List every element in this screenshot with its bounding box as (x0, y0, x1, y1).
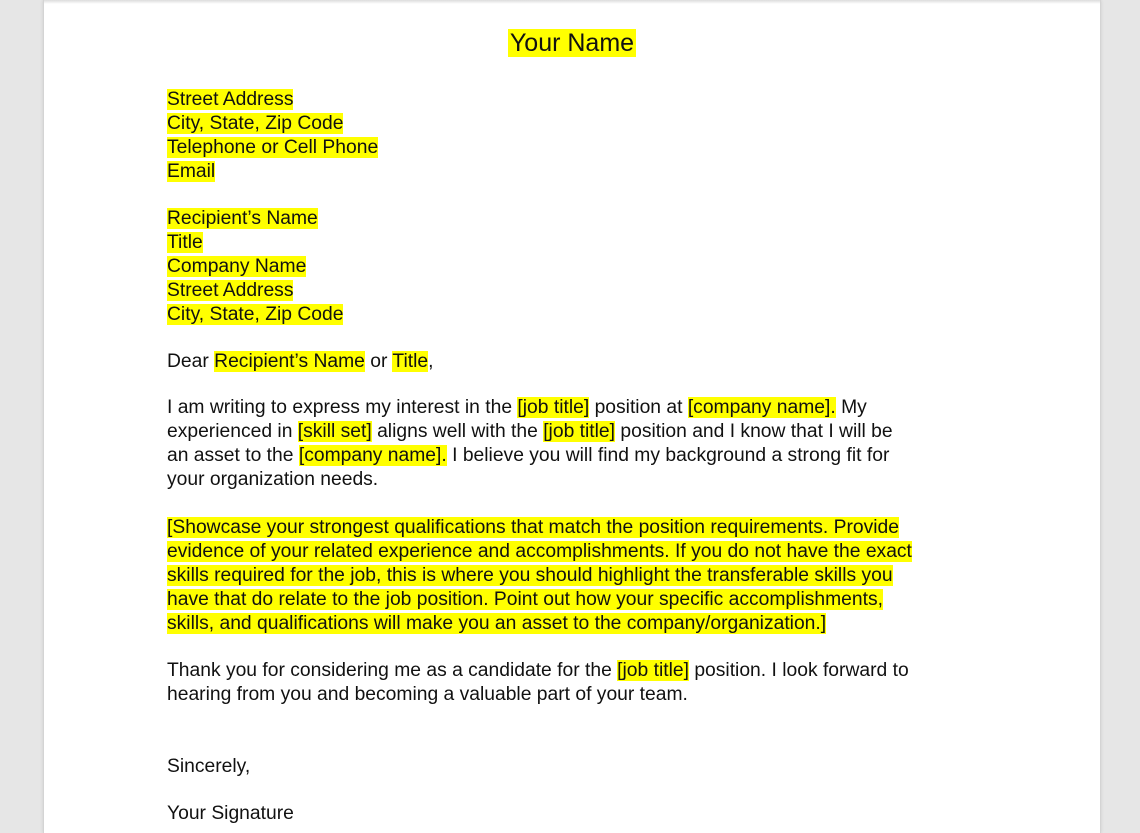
salutation-recipient-name: Recipient’s Name (214, 351, 365, 372)
recipient-city-state-zip: City, State, Zip Code (167, 304, 344, 325)
recipient-company: Company Name (167, 256, 307, 277)
placeholder-job-title: [job title] (543, 421, 616, 442)
signature-text: Your Signature (167, 803, 294, 824)
para1-text: your organization needs. (167, 469, 379, 490)
para1-text: I believe you will find my background a strong fit for (446, 445, 890, 466)
qualifications-line: skills, and qualifications will make you an asset to the company/organization.] (167, 613, 827, 634)
closing-text: Sincerely, (167, 756, 251, 777)
qualifications-line: skills required for the job, this is where you should highlight the transferable skills you (167, 565, 893, 586)
sender-street: Street Address (167, 89, 294, 110)
para1-text: aligns well with the (371, 421, 544, 442)
sender-address-block (167, 88, 987, 184)
para3-text: Thank you for considering me as a candidate for the (167, 660, 618, 681)
para3-text: hearing from you and becoming a valuable part of your team. (167, 684, 688, 705)
sender-name-title: Your Name (509, 29, 635, 57)
qualifications-line: [Showcase your strongest qualifications that match the position requirements. Provide (167, 517, 900, 538)
placeholder-company-name: [company name]. (298, 445, 447, 466)
recipient-title: Title (167, 232, 203, 253)
qualifications-paragraph (167, 516, 987, 636)
para1-text: an asset to the (167, 445, 299, 466)
qualifications-line: have that do relate to the job position. Point out how your specific accomplishments, (167, 589, 883, 610)
qualifications-line: evidence of your related experience and accomplishments. If you do not have the exact (167, 541, 912, 562)
sender-city-state-zip: City, State, Zip Code (167, 113, 344, 134)
para1-text: I am writing to express my interest in the (167, 397, 518, 418)
placeholder-skill-set: [skill set] (297, 421, 372, 442)
signature-block (167, 802, 987, 826)
intro-paragraph (167, 396, 987, 492)
complimentary-close (167, 755, 987, 779)
salutation (167, 350, 987, 374)
salutation-title: Title (392, 351, 429, 372)
placeholder-job-title: [job title] (617, 660, 689, 681)
recipient-street: Street Address (167, 280, 294, 301)
para1-text: My (835, 397, 867, 418)
placeholder-company-name: [company name]. (687, 397, 836, 418)
sender-phone: Telephone or Cell Phone (167, 137, 379, 158)
para1-text: position and I know that I will be (615, 421, 893, 442)
page-top-edge (44, 0, 1100, 4)
salutation-comma: , (428, 351, 434, 372)
placeholder-job-title: [job title] (517, 397, 590, 418)
sender-email: Email (167, 161, 216, 182)
salutation-dear: Dear (167, 351, 215, 372)
document-page (43, 0, 1101, 833)
recipient-address-block (167, 207, 987, 327)
para1-text: experienced in (167, 421, 298, 442)
para1-text: position at (589, 397, 688, 418)
recipient-name: Recipient’s Name (167, 208, 318, 229)
closing-paragraph (167, 659, 987, 707)
letter-heading (167, 28, 977, 58)
salutation-or: or (364, 351, 393, 372)
para3-text: position. I look forward to (688, 660, 909, 681)
